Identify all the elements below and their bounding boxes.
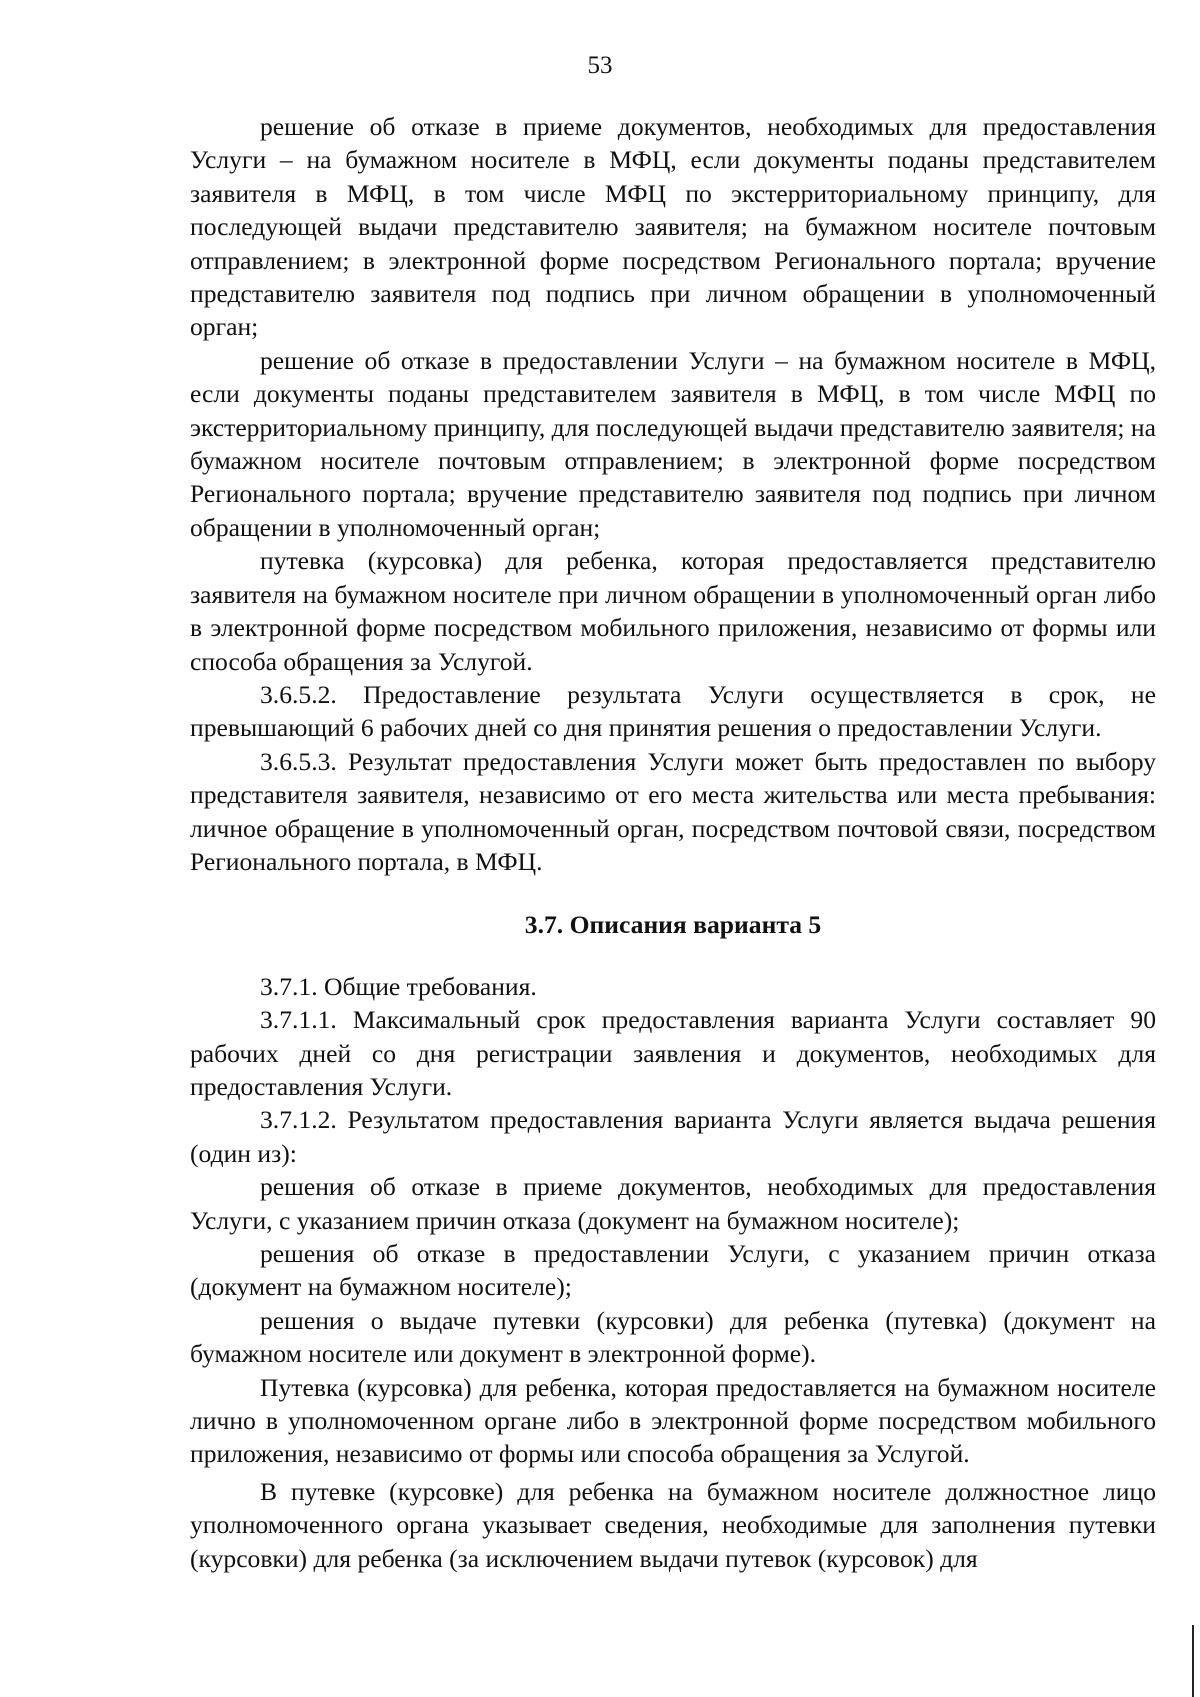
paragraph: 3.7.1.2. Результатом предоставления варианта Услуги является выдача решения (один из): bbox=[190, 1105, 1156, 1168]
document-body bbox=[190, 110, 1156, 1575]
paragraph: В путевке (курсовке) для ребенка на бумажном носителе должностное лицо уполномоченного органа указывает сведения, необходимые для заполнения путевки (курсовки) для ребенка (за исключением выдачи путевок (курсовок) для bbox=[190, 1476, 1156, 1573]
paragraph: решения об отказе в приеме документов, необходимых для предоставления Услуги, с указанием причин отказа (документ на бумажном носителе); bbox=[190, 1172, 1156, 1235]
section-heading: 3.7. Описания варианта 5 bbox=[524, 910, 822, 940]
paragraph: Путевка (курсовка) для ребенка, которая предоставляется на бумажном носителе лично в уполномоченном органе либо в электронной форме посредством мобильного приложения, независимо от формы или способа обращения за Услугой. bbox=[190, 1372, 1156, 1469]
paragraph: решение об отказе в приеме документов, необходимых для предоставления Услуги – на бумажном носителе в МФЦ, если документы поданы представителем заявителя в МФЦ, в том числе МФЦ по экстерриториальному принципу, для последующей выдачи представителю заявителя; на бумажном носителе почтовым отправлением; в электронной форме посредством Регионального портала; вручение представителю заявителя под подпись при личном обращении в уполномоченный орган; bbox=[190, 112, 1156, 342]
paragraph: 3.6.5.3. Результат предоставления Услуги может быть предоставлен по выбору представителя заявителя, независимо от его места жительства или места пребывания: личное обращение в уполномоченный орган, посредством почтовой связи, посредством Регионального портала, в МФЦ. bbox=[190, 746, 1156, 876]
paragraph: 3.7.1. Общие требования. bbox=[260, 971, 537, 1001]
paragraph: путевка (курсовка) для ребенка, которая предоставляется представителю заявителя на бумажном носителе при личном обращении в уполномоченный орган либо в электронной форме посредством мобильного приложения, независимо от формы или способа обращения за Услугой. bbox=[190, 546, 1156, 676]
paragraph: решения о выдаче путевки (курсовки) для ребенка (путевка) (документ на бумажном носителе или документ в электронной форме). bbox=[190, 1305, 1156, 1369]
paragraph: 3.6.5.2. Предоставление результата Услуги осуществляется в срок, не превышающий 6 рабочих дней со дня принятия решения о предоставлении Услуги. bbox=[190, 679, 1156, 743]
page-number: 53 bbox=[587, 52, 613, 79]
paragraph: решение об отказе в предоставлении Услуги – на бумажном носителе в МФЦ, если документы поданы представителем заявителя в МФЦ, в том числе МФЦ по экстерриториальному принципу, для последующей выдачи представителю заявителя; на бумажном носителе почтовым отправлением; в электронной форме посредством Регионального портала; вручение представителю заявителя под подпись при личном обращении в уполномоченный орган; bbox=[190, 345, 1156, 542]
scan-margin-line bbox=[1192, 1625, 1194, 1697]
paragraph: решения об отказе в предоставлении Услуги, с указанием причин отказа (документ на бумажном носителе); bbox=[190, 1239, 1156, 1302]
paragraph: 3.7.1.1. Максимальный срок предоставления варианта Услуги составляет 90 рабочих дней со дня регистрации заявления и документов, необходимых для предоставления Услуги. bbox=[190, 1005, 1156, 1101]
